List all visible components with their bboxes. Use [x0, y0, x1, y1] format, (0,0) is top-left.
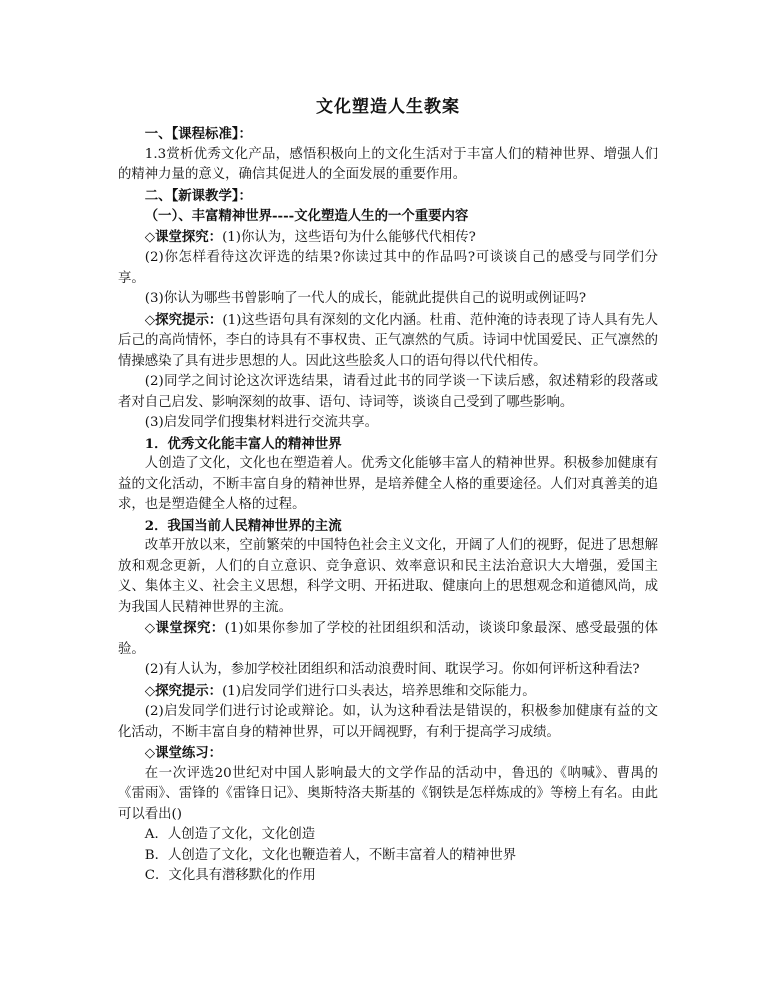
practice-label: ◇课堂练习： [144, 745, 223, 761]
explore1-q1: (1)你认为，这些语句为什么能够代代相传? [222, 229, 476, 245]
page-title: 文化塑造人生教案 [316, 97, 460, 117]
hint1-a3: (3)启发同学们搜集材料进行交流共享。 [144, 415, 379, 430]
explore1-q2: (2)你怎样看待这次评选的结果?你读过其中的作品吗?可谈谈自己的感受与同学们分享。 [118, 250, 658, 286]
standards-paragraph: 1.3赏析优秀文化产品，感悟积极向上的文化生活对于丰富人们的精神世界、增强人们的精神力量的意义，确信其促进人的全面发展的重要作用。 [118, 146, 658, 182]
option-b: B．人创造了文化，文化也鞭造着人，不断丰富着人的精神世界 [144, 847, 517, 863]
hint1-a2: (2)同学之间讨论这次评选结果，请看过此书的同学谈一下读后感，叙述精彩的段落或者对自己启发、影响深刻的故事、语句、诗词等，谈谈自己受到了哪些影响。 [118, 374, 658, 410]
explore2-q1: (1)如果你参加了学校的社团组织和活动，谈谈印象最深、感受最强的体验。 [118, 621, 658, 657]
hint-label: ◇探究提示： [144, 311, 223, 328]
point2-body: 改革开放以来，空前繁荣的中国特色社会主义文化，开阔了人们的视野，促进了思想解放和观念更新，人们的自立意识、竞争意识、效率意识和民主法治意识大大增强，爱国主义、集体主义、社会主义思想，科学文明、开拓进取、健康向上的思想观念和道德风尚，成为我国人民精神世界的主流。 [118, 538, 658, 615]
hint1-a1-paragraph [118, 310, 658, 373]
section-heading-standards: 一、【课程标准】： [144, 126, 252, 142]
section-heading-new-lesson: 二、【新课教学】： [144, 187, 252, 204]
point1-body: 人创造了文化，文化也在塑造着人。优秀文化能够丰富人的精神世界。积极参加健康有益的文化活动，不断丰富自身的精神世界，是培养健全人格的重要途径。人们对真善美的追求，也是塑造健全人格的过程。 [118, 456, 658, 512]
subsection-heading-1: （一）、丰富精神世界----文化塑造人生的一个重要内容 [144, 208, 469, 224]
explore-label: ◇课堂探究： [144, 228, 223, 245]
practice-body: 在一次评选20世纪对中国人影响最大的文学作品的活动中，鲁迅的《呐喊》、曹禺的《雷雨》、雷锋的《雷锋日记》、奥斯特洛夫斯基的《钢铁是怎样炼成的》等榜上有名。由此可以看出() [118, 765, 658, 822]
hint1-a1: (1)这些语句具有深刻的文化内涵。杜甫、范仲淹的诗表现了诗人具有先人后己的高尚情怀，李白的诗具有不事权贵、正气凛然的气质。诗词中忧国爱民、正气凛然的情操感染了具有进步思想的人。因此这些脍炙人口的语句得以代代相传。 [118, 312, 658, 369]
hint2-a1: (1)启发同学们进行口头表达，培养思维和交际能力。 [222, 683, 536, 699]
document-page [118, 94, 658, 887]
explore2-q1-paragraph [118, 618, 658, 660]
option-c: C．文化具有潜移默化的作用 [144, 868, 316, 883]
explore1-q3: (3)你认为哪些书曾影响了一代人的成长，能就此提供自己的说明或例证吗? [144, 291, 587, 306]
point2-heading: 2．我国当前人民精神世界的主流 [144, 517, 342, 534]
explore-label: ◇课堂探究： [144, 620, 225, 636]
option-a: A．人创造了文化，文化创造 [144, 827, 316, 842]
hint-label: ◇探究提示： [144, 682, 223, 699]
explore1-q1-paragraph [118, 227, 658, 249]
point1-heading: 1．优秀文化能丰富人的精神世界 [144, 435, 342, 452]
hint2-a1-paragraph [118, 681, 658, 703]
hint2-a2: (2)启发同学们进行讨论或辩论。如，认为这种看法是错误的，积极参加健康有益的文化活动，不断丰富自身的精神世界，可以开阔视野，有利于提高学习成绩。 [118, 704, 658, 740]
explore2-q2: (2)有人认为，参加学校社团组织和活动浪费时间、耽误学习。你如何评析这种看法? [144, 662, 640, 677]
